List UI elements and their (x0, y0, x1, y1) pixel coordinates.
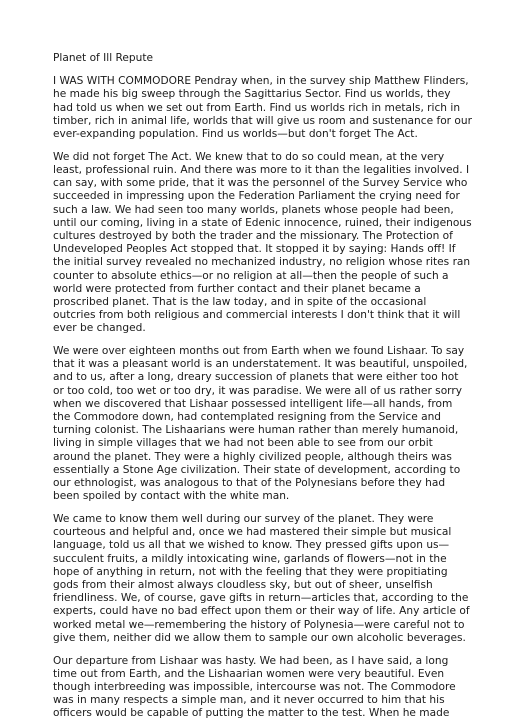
story-title: Planet of Ill Repute (53, 52, 154, 64)
paragraph-4: We came to know them well during our survey of the planet. They were courteous and helpful and, once we had mastered their simple but musical language, told us all that we wished to know. They pressed gifts upon us—succulent fruits, a mildly intoxicating wine, garlands of flowers—not in the hope of anything in return, not with the feeling that they were propitiating gods from their almost always cloudless sky, but out of sheer, unselfish friendliness. We, of course, gave gifts in return—articles that, according to the experts, could have no bad effect upon them or their way of life. Any article of worked metal we—remembering the history of Polynesia—were careful not to give them, neither did we allow them to sample our own alcoholic beverages. (53, 513, 470, 644)
paragraph-2: We did not forget The Act. We knew that to do so could mean, at the very least, professional ruin. And there was more to it than the legalities involved. I can say, with some pride, that it was the personnel of the Survey Service who succeeded in impressing upon the Federation Parliament the crying need for such a law. We had seen too many worlds, planets whose people had been, until our coming, living in a state of Edenic innocence, ruined, their indigenous cultures destroyed by both the trader and the missionary. The Protection of Undeveloped Peoples Act stopped that. It stopped it by saying: Hands off! If the initial survey revealed no mechanized industry, no religion whose rites ran counter to absolute ethics—or no religion at all—then the people of such a world were protected from further contact and their planet became a proscribed planet. That is the law today, and in spite of the occasional outcries from both religious and commercial interests I don't think that it will ever be changed. (53, 150, 472, 335)
paragraph-3: We were over eighteen months out from Earth when we found Lishaar. To say that it was a pleasant world is an understatement. It was beautiful, unspoiled, and to us, after a long, dreary succession of planets that were either too hot or too cold, too wet or too dry, it was paradise. We were all of us rather sorry when we discovered that Lishaar possessed intelligent life—all hands, from the Commodore down, had contemplated resigning from the Service and turning colonist. The Lishaarians were human rather than merely humanoid, living in simple villages that we had not been able to see from our orbit around the planet. They were a highly civilized people, although theirs was essentially a Stone Age civilization. Their state of development, according to our ethnologist, was analogous to that of the Polynesians before they had been spoiled by contact with the white man. (53, 345, 468, 503)
paragraph-1: I WAS WITH COMMODORE Pendray when, in the survey ship Matthew Flinders, he made his big sweep through the Sagittarius Sector. Find us worlds, they had told us when we set out from Earth. Find us worlds rich in metals, rich in timber, rich in animal life, worlds that will give us room and sustenance for our ever-expanding population. Find us worlds—but don't forget The Act. (53, 75, 472, 141)
paragraph-5: Our departure from Lishaar was hasty. We had been, as I have said, a long time out from Earth, and the Lishaarian women were very beautiful. Even though interbreeding was impossible, intercourse was not. The Commodore was in many respects a simple man, and it never occurred to him that his officers would be capable of putting the matter to the test. When he made (53, 654, 456, 720)
